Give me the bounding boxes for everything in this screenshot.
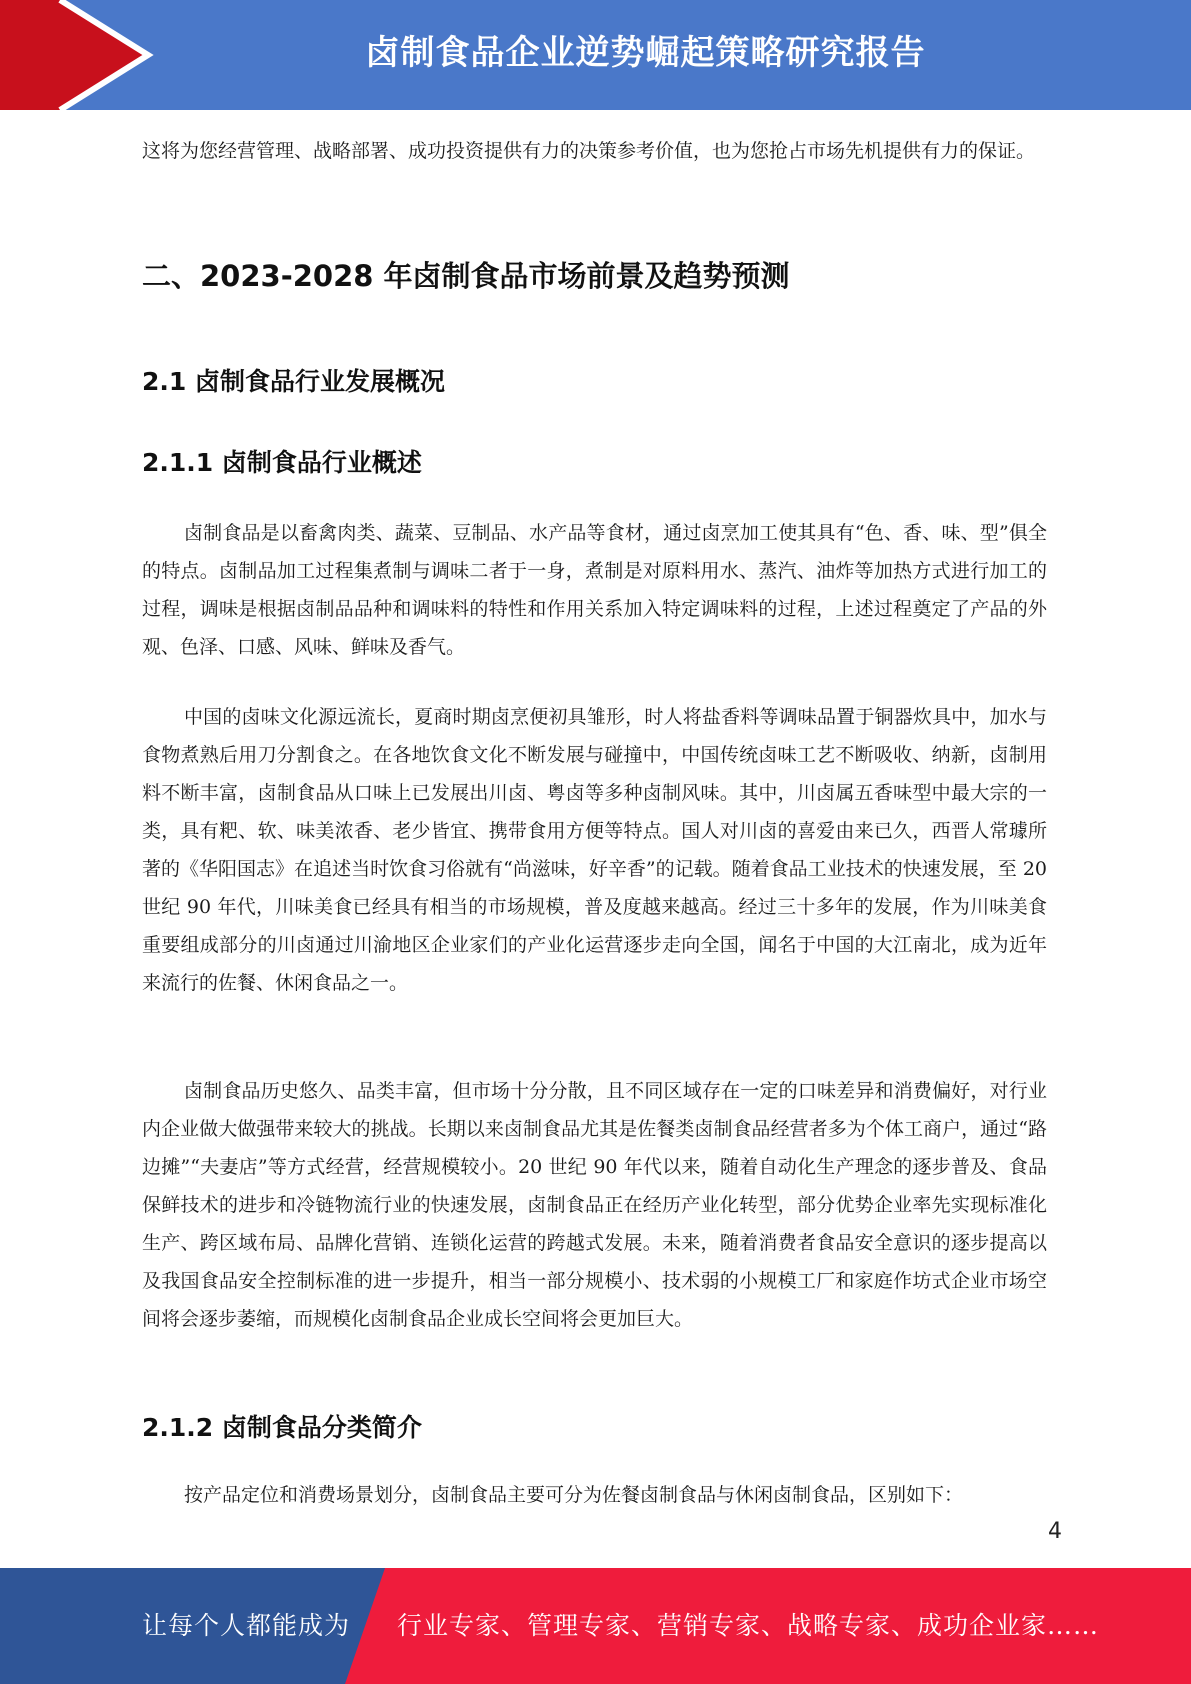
page-footer xyxy=(0,1568,1191,1684)
paragraph-overview: 卤制食品是以畜禽肉类、蔬菜、豆制品、水产品等食材，通过卤烹加工使其具有“色、香、味、型”俱全的特点。卤制品加工过程集煮制与调味二者于一身，煮制是对原料用水、蒸汽、油炸等加热方式进行加工的过程，调味是根据卤制品品种和调味料的特性和作用关系加入特定调味料的过程，上述过程奠定了产品的外观、色泽、口感、风味、鲜味及香气。 xyxy=(142,522,1047,658)
paragraph-classification: 按产品定位和消费场景划分，卤制食品主要可分为佐餐卤制食品与休闲卤制食品，区别如下： xyxy=(184,1484,964,1506)
paragraph-industry: 卤制食品历史悠久、品类丰富，但市场十分分散，且不同区域存在一定的口味差异和消费偏好，对行业内企业做大做强带来较大的挑战。长期以来卤制食品尤其是佐餐类卤制食品经营者多为个体工商户，通过“路边摊”“夫妻店”等方式经营，经营规模较小。20 世纪 90 年代以来，随着自动化生产理念的逐步普及、食品保鲜技术的进步和冷链物流行业的快速发展，卤制食品正在经历产业化转型，部分优势企业率先实现标准化生产、跨区域布局、品牌化营销、连锁化运营的跨越式发展。未来，随着消费者食品安全意识的逐步提高以及我国食品安全控制标准的进一步提升，相当一部分规模小、技术弱的小规模工厂和家庭作坊式企业市场空间将会逐步萎缩，而规模化卤制食品企业成长空间将会更加巨大。 xyxy=(142,1080,1047,1330)
subsubsection-heading-overview: 2.1.1 卤制食品行业概述 xyxy=(142,448,422,477)
footer-slogan-right: 行业专家、管理专家、营销专家、战略专家、成功企业家…… xyxy=(397,1611,1100,1640)
intro-paragraph: 这将为您经营管理、战略部署、成功投资提供有力的决策参考价值，也为您抢占市场先机提供有力的保证。 xyxy=(142,140,1036,162)
paragraph-history: 中国的卤味文化源远流长，夏商时期卤烹便初具雏形，时人将盐香料等调味品置于铜器炊具中，加水与食物煮熟后用刀分割食之。在各地饮食文化不断发展与碰撞中，中国传统卤味工艺不断吸收、纳新，卤制用料不断丰富，卤制食品从口味上已发展出川卤、粤卤等多种卤制风味。其中，川卤属五香味型中最大宗的一类，具有粑、软、味美浓香、老少皆宜、携带食用方便等特点。国人对川卤的喜爱由来已久，西晋人常璩所著的《华阳国志》在追述当时饮食习俗就有“尚滋味，好辛香”的记载。随着食品工业技术的快速发展，至 20 世纪 90 年代，川味美食已经具有相当的市场规模，普及度越来越高。经过三十多年的发展，作为川味美食重要组成部分的川卤通过川渝地区企业家们的产业化运营逐步走向全国，闻名于中国的大江南北，成为近年来流行的佐餐、休闲食品之一。 xyxy=(142,706,1047,994)
subsubsection-heading-classification: 2.1.2 卤制食品分类简介 xyxy=(142,1413,422,1442)
page-header xyxy=(0,0,1191,110)
page-number: 4 xyxy=(1048,1519,1062,1544)
header-title: 卤制食品企业逆势崛起策略研究报告 xyxy=(365,33,926,73)
footer-slogan-left: 让每个人都能成为 xyxy=(142,1611,351,1640)
subsection-heading: 2.1 卤制食品行业发展概况 xyxy=(142,367,445,396)
section-heading: 二、2023-2028 年卤制食品市场前景及趋势预测 xyxy=(142,259,790,293)
